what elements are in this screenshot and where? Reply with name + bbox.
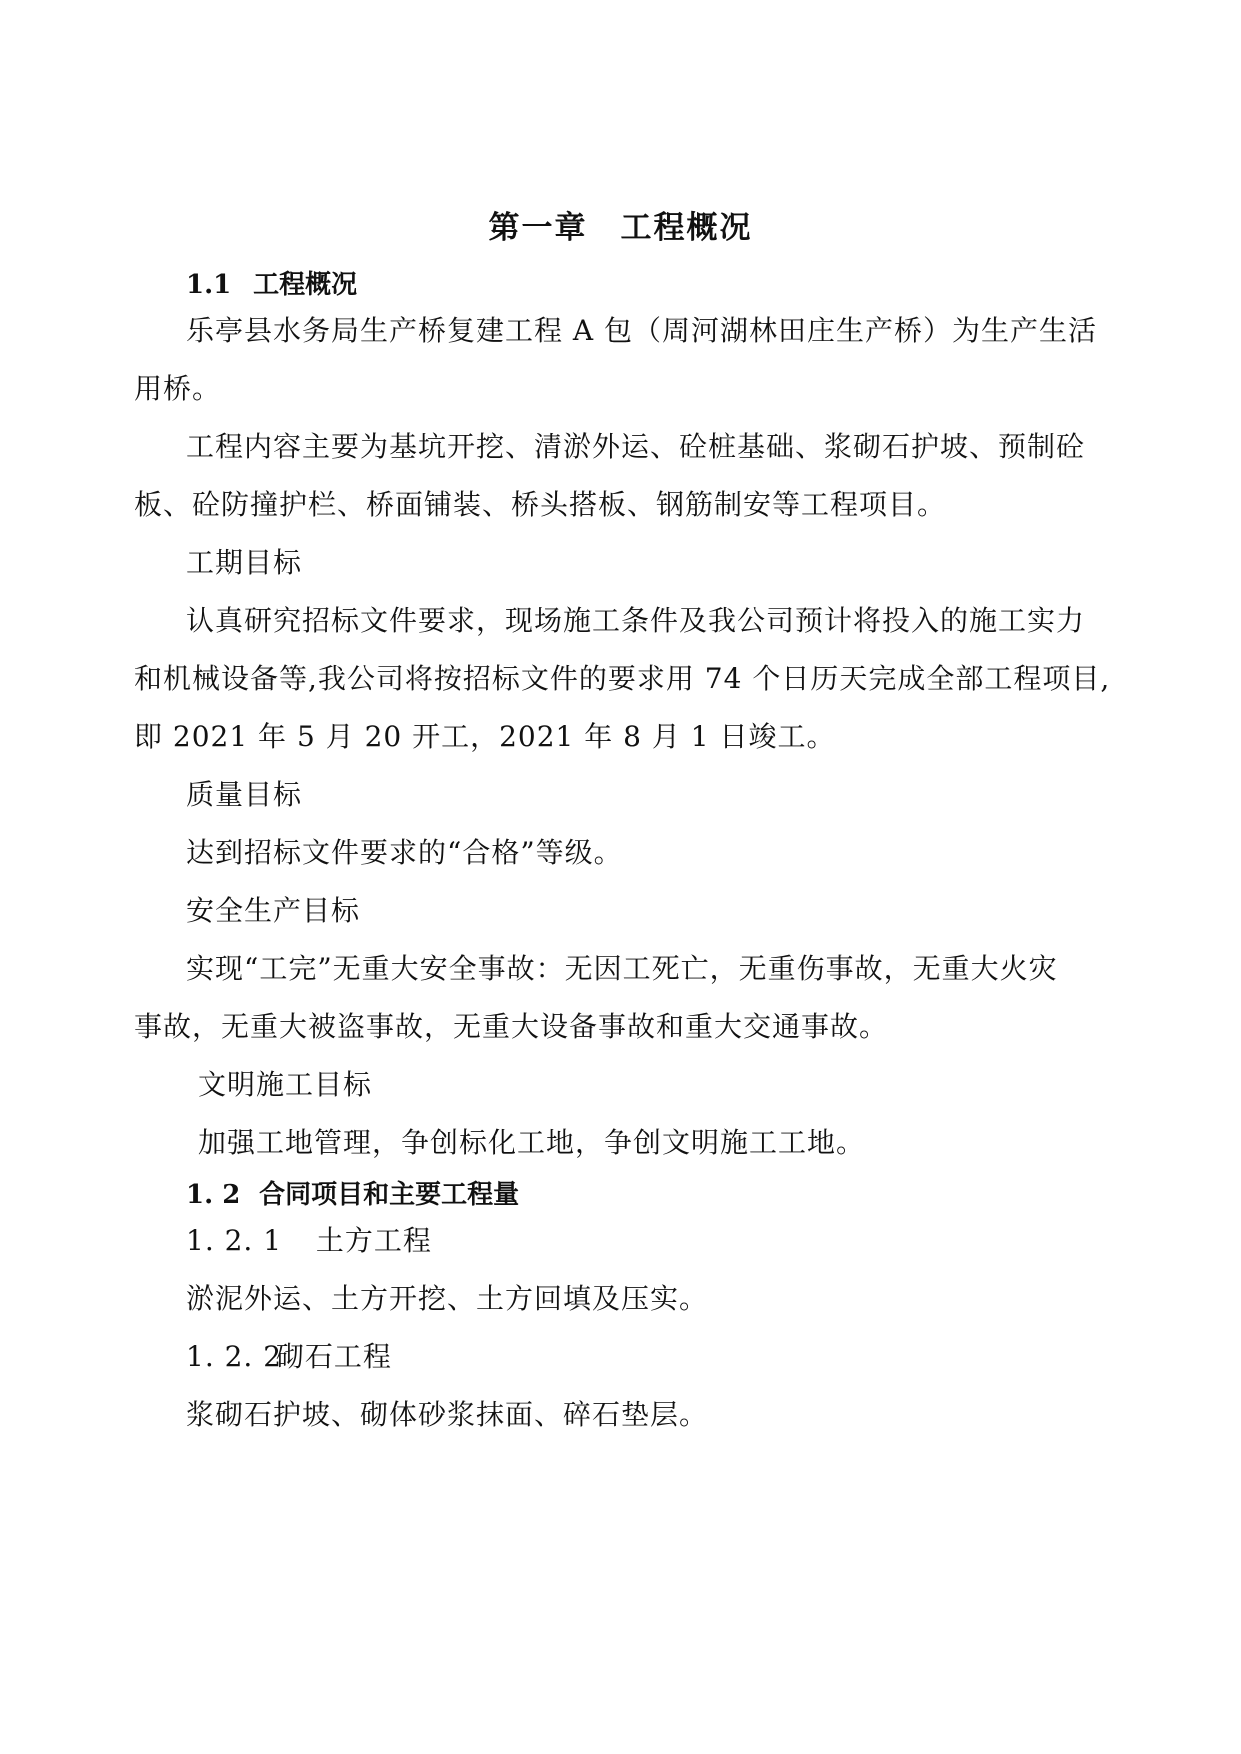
quality-heading: 质量目标 bbox=[186, 778, 303, 811]
subsection-1-2-2 bbox=[186, 1339, 392, 1375]
subsection-1-2-1 bbox=[186, 1223, 432, 1259]
schedule-paragraph-line2: 和机械设备等,我公司将按招标文件的要求用 74 个日历天完成全部工程项目, bbox=[134, 662, 1111, 695]
schedule-paragraph-line3: 即 2021 年 5 月 20 开工，2021 年 8 月 1 日竣工。 bbox=[134, 720, 836, 753]
section-number: 1.1 bbox=[186, 270, 232, 300]
section-number: 1. 2 bbox=[186, 1180, 241, 1210]
chapter-title: 第一章 工程概况 bbox=[488, 210, 753, 246]
safety-paragraph-line2: 事故，无重大被盗事故，无重大设备事故和重大交通事故。 bbox=[134, 1010, 889, 1043]
schedule-heading: 工期目标 bbox=[186, 546, 303, 579]
schedule-paragraph-line1: 认真研究招标文件要求，现场施工条件及我公司预计将投入的施工实力 bbox=[186, 604, 1086, 637]
subsection-number: 1. 2. 2 bbox=[186, 1340, 283, 1373]
subsection-title: 砌石工程 bbox=[275, 1340, 392, 1373]
civil-paragraph: 加强工地管理，争创标化工地，争创文明施工工地。 bbox=[198, 1126, 866, 1159]
section-title: 工程概况 bbox=[253, 270, 358, 300]
project-paragraph-line2: 用桥。 bbox=[134, 372, 222, 405]
safety-paragraph-line1: 实现“工完”无重大安全事故：无因工死亡，无重伤事故，无重大火灾 bbox=[186, 952, 1058, 985]
project-paragraph-line1: 乐亭县水务局生产桥复建工程 A 包（周河湖林田庄生产桥）为生产生活 bbox=[186, 314, 1098, 347]
subsection-title: 土方工程 bbox=[315, 1224, 432, 1257]
civil-heading: 文明施工目标 bbox=[198, 1068, 373, 1101]
earthwork-paragraph: 淤泥外运、土方开挖、土方回填及压实。 bbox=[186, 1282, 709, 1315]
section-heading-1-2 bbox=[186, 1178, 519, 1212]
content-paragraph-line2: 板、砼防撞护栏、桥面铺装、桥头搭板、钢筋制安等工程项目。 bbox=[134, 488, 947, 521]
quality-paragraph: 达到招标文件要求的“合格”等级。 bbox=[186, 836, 623, 869]
content-paragraph-line1: 工程内容主要为基坑开挖、清淤外运、砼桩基础、浆砌石护坡、预制砼 bbox=[186, 430, 1086, 463]
section-title: 合同项目和主要工程量 bbox=[259, 1180, 520, 1210]
subsection-number: 1. 2. 1 bbox=[186, 1224, 283, 1257]
masonry-paragraph: 浆砌石护坡、砌体砂浆抹面、碎石垫层。 bbox=[186, 1398, 709, 1431]
safety-heading: 安全生产目标 bbox=[186, 894, 361, 927]
section-heading-1-1 bbox=[186, 268, 357, 302]
